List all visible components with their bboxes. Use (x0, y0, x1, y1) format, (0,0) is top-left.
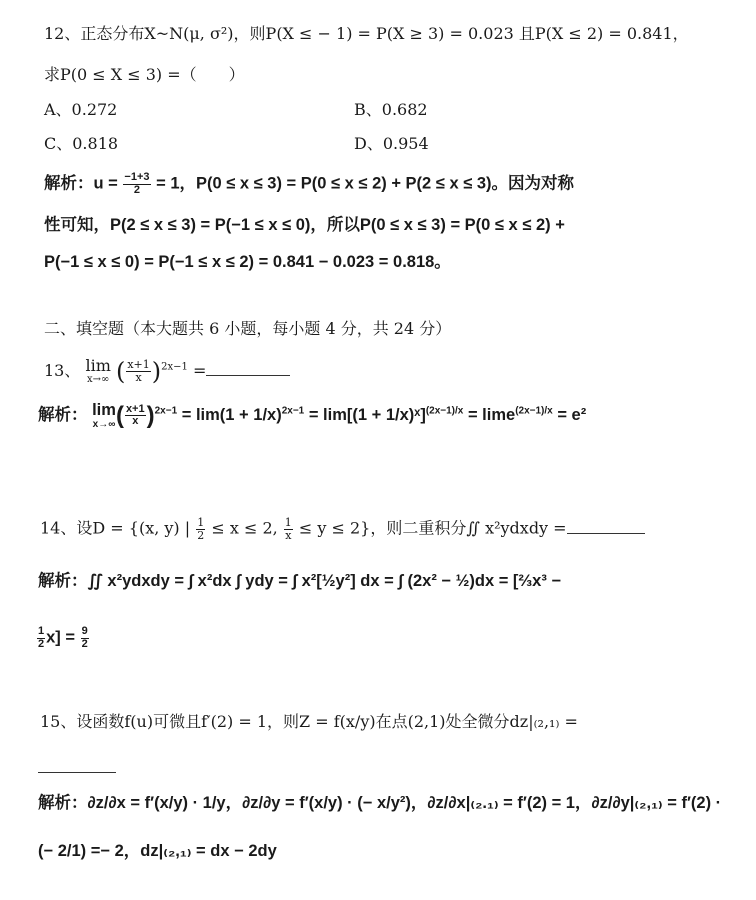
q13-sol-result: = e² (557, 406, 587, 425)
q15-answer-blank[interactable] (38, 758, 116, 773)
q14-sol2-result (81, 626, 89, 650)
q14-inv-num: 1 (284, 516, 292, 529)
q12-solution-line2: 性可知，P(2 ≤ x ≤ 3) = P(−1 ≤ x ≤ 0)，所以P(0 ≤ x ≤ 3) = P(0 ≤ x ≤ 2) + (44, 216, 565, 234)
q13-solution (38, 402, 586, 430)
q14-inv-x (284, 517, 293, 541)
q14-half-den: 2 (197, 528, 205, 542)
q14-answer-blank[interactable] (567, 519, 645, 534)
q14-sol2-equals: = (65, 628, 76, 647)
section-heading-fill-blank: 二、填空题（本大题共 6 小题，每小题 4 分，共 24 分） (44, 319, 452, 338)
q14-stem (40, 517, 645, 541)
q12-sol-rest: = 1，P(0 ≤ x ≤ 3) = P(0 ≤ x ≤ 2) + P(2 ≤ x ≤ 3)。因为对称 (156, 174, 575, 193)
q14-solution-line2 (36, 626, 90, 650)
q14-sol2-half-num: 1 (38, 625, 45, 637)
q14-stem-c: ≤ y ≤ 2}，则二重积分∬ x²ydxdy = (298, 518, 567, 538)
q13-sol-paren-open: ( (115, 401, 124, 429)
q15-stem: 15、设函数f(u)可微且f′(2) = 1，则Z = f(x/y)在点(2,1)处全微分dz|₍₂,₁₎ = (40, 712, 578, 731)
q13-lim-word: lim (85, 356, 111, 375)
q13-lim-sub: x→∞ (86, 374, 110, 385)
q13-sol-exp3: (2x−1)/x (425, 405, 464, 417)
q13-sol-frac (125, 404, 146, 428)
q14-inv-den: x (285, 528, 292, 542)
q15-answer-blank-line (38, 758, 116, 776)
q14-sol2-half (37, 626, 45, 650)
q13-sol-paren-close: ) (146, 401, 155, 429)
q13-sol-exp1: 2x−1 (154, 405, 178, 417)
q14-sol2-half-den: 2 (38, 637, 45, 650)
q13-sol-frac-den: x (132, 415, 139, 428)
q13-equals: = (192, 361, 207, 380)
q14-sol2-result-den: 2 (81, 637, 88, 650)
q12-option-b: B、0.682 (354, 100, 428, 119)
q13-sol-prefix: 解析： (38, 406, 88, 425)
q12-stem-line2: 求P(0 ≤ X ≤ 3) =（ ） (44, 65, 245, 84)
q13-sol-step2: = lim(1 + 1/x) (181, 406, 282, 425)
q12-solution-line1 (44, 172, 574, 196)
q13-sol-frac-num: x+1 (125, 402, 145, 415)
q14-sol2-x: x] (46, 628, 61, 647)
q14-sol2-result-num: 9 (81, 625, 88, 637)
q13-sol-lim1 (92, 402, 116, 430)
q14-half (196, 517, 205, 541)
q13-sol-exp2: 2x−1 (281, 405, 305, 417)
q13-fraction (126, 359, 150, 383)
q12-sol-frac-num: −1+3 (124, 171, 150, 183)
q12-sol-fraction (123, 172, 150, 196)
q13-sol-step3: = lim[(1 + 1/x)ˣ] (308, 406, 426, 425)
q12-option-a: A、0.272 (44, 100, 118, 119)
q12-solution-line3: P(−1 ≤ x ≤ 0) = P(−1 ≤ x ≤ 2) = 0.841 − 0.023 = 0.818。 (44, 253, 451, 271)
q12-sol-prefix: 解析：u = (44, 174, 118, 193)
q14-half-num: 1 (197, 516, 205, 529)
q13-answer-blank[interactable] (206, 361, 290, 376)
q13-paren-close: ) (151, 357, 162, 386)
q13-sol-exp4: (2x−1)/x (515, 405, 553, 417)
q13-frac-num: x+1 (127, 358, 150, 372)
q13-number: 13、 (44, 361, 81, 380)
q15-solution-line2: (− 2/1) =− 2，dz|₍₂,₁₎ = dx − 2dy (38, 842, 277, 860)
q14-stem-b: ≤ x ≤ 2, (211, 518, 278, 538)
q13-sol-lim1-sub: x→∞ (92, 418, 116, 430)
q13-sol-step4: = lime (467, 406, 516, 425)
q15-solution-line1: 解析：∂z/∂x = f′(x/y) · 1/y，∂z/∂y = f′(x/y) · (− x/y²)，∂z/∂x|₍₂.₁₎ = f′(2) = 1，∂z/∂y|₍₂,₁₎ = f′(2) · (38, 794, 722, 812)
q13-sol-lim1-word: lim (92, 401, 116, 419)
q13-stem (44, 358, 290, 385)
q13-frac-den: x (135, 371, 142, 384)
q14-solution-line1: 解析：∬ x²ydxdy = ∫ x²dx ∫ ydy = ∫ x²[½y²] dx = ∫ (2x² − ½)dx = [⅔x³ − (38, 572, 562, 590)
q13-limit (85, 358, 110, 385)
q14-stem-a: 14、设D = {(x, y) | (40, 518, 191, 538)
q12-sol-frac-den: 2 (133, 183, 141, 196)
q12-option-d: D、0.954 (354, 134, 429, 153)
q13-exponent: 2x−1 (161, 361, 188, 373)
q12-option-c: C、0.818 (44, 134, 119, 153)
q12-stem-line1: 12、正态分布X~N(μ, σ²)，则P(X ≤ − 1) = P(X ≥ 3) = 0.023 且P(X ≤ 2) = 0.841， (44, 24, 689, 43)
q13-paren-open: ( (115, 357, 126, 386)
